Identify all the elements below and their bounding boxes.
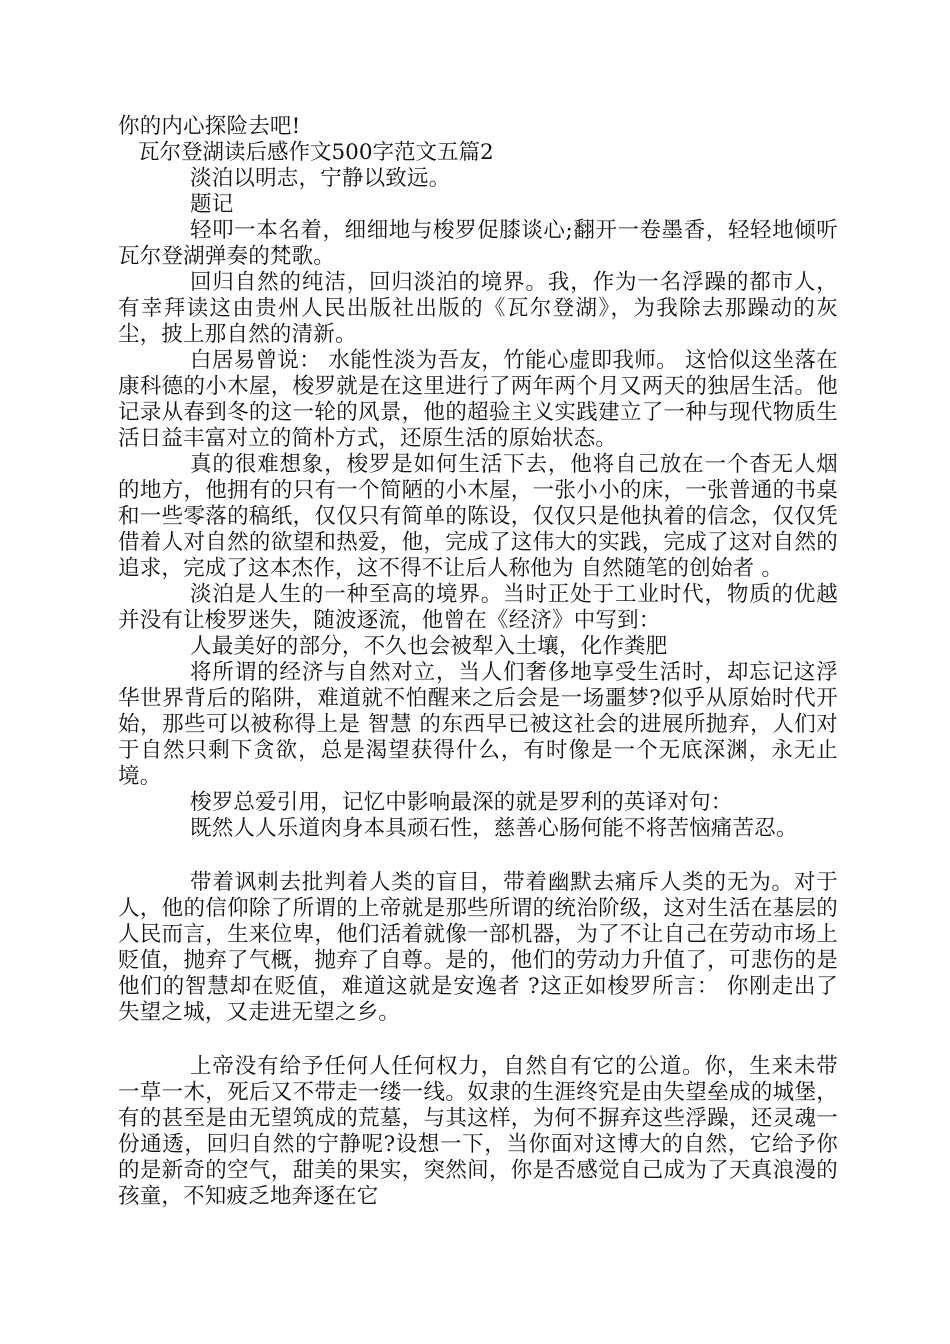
document-page [118,114,838,1210]
paragraph: 带着讽刺去批判着人类的盲目，带着幽默去痛斥人类的无为。对于人，他的信仰除了所谓的上帝就是那些所谓的统治阶级，这对生活在基层的人民而言，生来位卑，他们活着就像一部机器，为了不让自己在劳动市场上贬值，抛弃了气概，抛弃了自尊。是的，他们的劳动力升值了，可悲伤的是他们的智慧却在贬值，难道这就是安逸者 ?这正如梭罗所言： 你刚走出了失望之城，又走进无望之乡。 [118,870,838,1025]
lead-line: 你的内心探险去吧! [118,114,301,139]
paragraph: 真的很难想象，梭罗是如何生活下去，他将自己放在一个杳无人烟的地方，他拥有的只有一个简陋的小木屋，一张小小的床，一张普通的书桌和一些零落的稿纸，仅仅只有简单的陈设，仅仅只是他执着的信念，仅仅凭借着人对自然的欲望和热爱，他，完成了这伟大的实践，完成了这对自然的追求，完成了这本杰作，这不得不让后人称他为 自然随笔的创始者 。 [118,452,838,581]
epigraph: 淡泊以明志，宁静以致远。 [190,166,451,191]
quote: 既然人人乐道肉身本具顽石性，慈善心肠何能不将苦恼痛苦忍。 [190,816,798,841]
quote: 人最美好的部分，不久也会被犁入土壤，化作粪肥 [190,634,668,659]
paragraph-gap [118,842,838,870]
paragraph: 上帝没有给予任何人任何权力，自然自有它的公道。你，生来未带一草一木，死后又不带走一缕一线。奴隶的生涯终究是由失望垒成的城堡，有的甚至是由无望筑成的荒墓，与其这样，为何不摒弃这些浮躁，还灵魂一份通透，回归自然的宁静呢?设想一下，当你面对这博大的自然，它给予你的是新奇的空气，甜美的果实，突然间，你是否感觉自己成为了天真浪漫的孩童，不知疲乏地奔逐在它 [118,1054,838,1209]
paragraph: 轻叩一本名着，细细地与梭罗促膝谈心;翻开一卷墨香，轻轻地倾听瓦尔登湖弹奏的梵歌。 [118,218,838,269]
paragraph: 将所谓的经济与自然对立，当人们奢侈地享受生活时，却忘记这浮华世界背后的陷阱，难道就不怕醒来之后会是一场噩梦?似乎从原始时代开始，那些可以被称得上是 智慧 的东西早已被这社会的进展所抛弃，人们对于自然只剩下贪欲，总是渴望获得什么，有时像是一个无底深渊，永无止境。 [118,660,838,789]
paragraph-gap [118,1026,838,1054]
paragraph: 淡泊是人生的一种至高的境界。当时正处于工业时代，物质的优越并没有让梭罗迷失，随波逐流，他曾在《经济》中写到： [118,582,838,633]
paragraph: 白居易曾说： 水能性淡为吾友，竹能心虚即我师。 这恰似这坐落在康科德的小木屋，梭罗就是在这里进行了两年两个月又两天的独居生活。他记录从春到冬的这一轮的风景，他的超验主义实践建立了一种与现代物质生活日益丰富对立的简朴方式，还原生活的原始状态。 [118,348,838,451]
paragraph: 梭罗总爱引用，记忆中影响最深的就是罗利的英译对句： [190,790,733,815]
paragraph: 回归自然的纯洁，回归淡泊的境界。我，作为一名浮躁的都市人，有幸拜读这由贵州人民出版社出版的《瓦尔登湖》，为我除去那躁动的灰尘，披上那自然的清新。 [118,270,838,347]
epigraph-label: 题记 [190,192,234,217]
article-title: 瓦尔登湖读后感作文500字范文五篇2 [138,140,494,165]
